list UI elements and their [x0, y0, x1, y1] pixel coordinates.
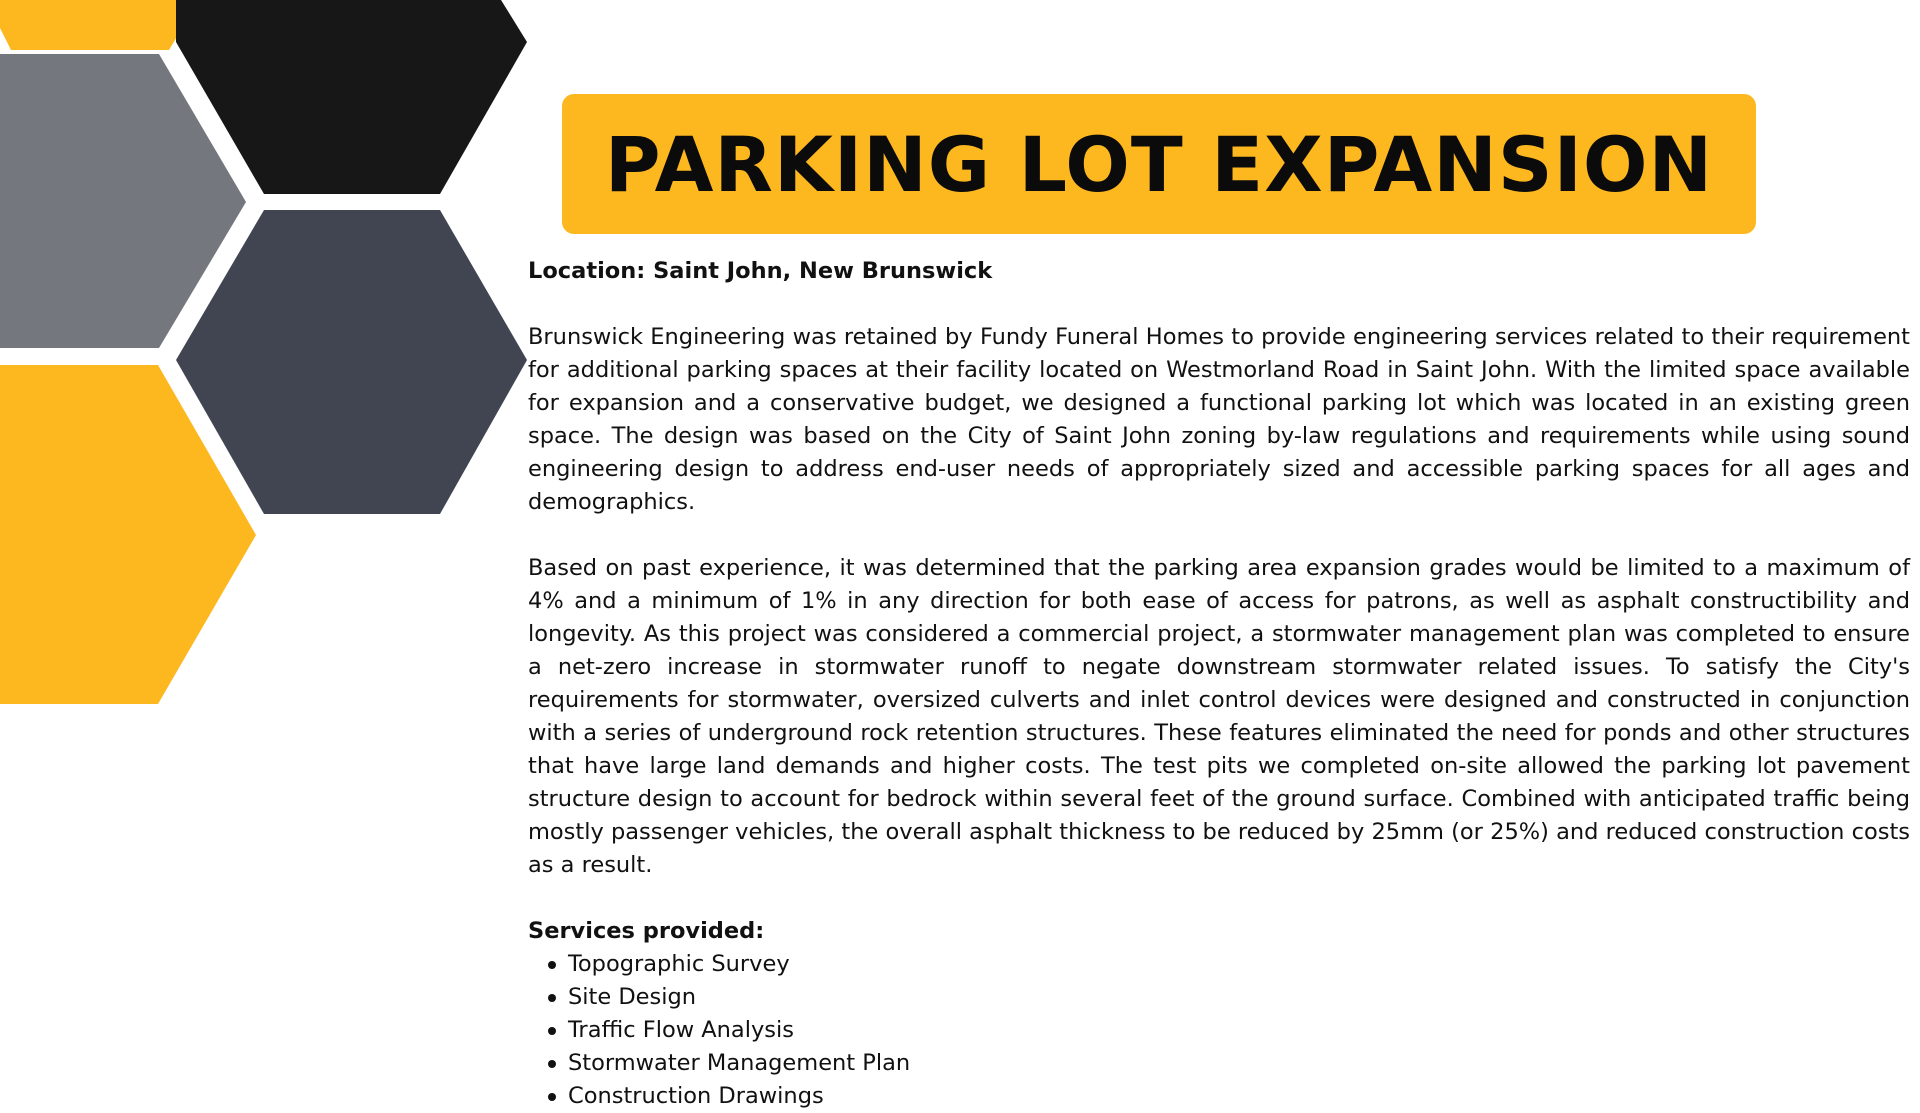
page-title: PARKING LOT EXPANSION — [604, 119, 1714, 209]
title-banner — [562, 94, 1756, 234]
services-list — [528, 948, 1910, 1113]
description-paragraph-2: Based on past experience, it was determined that the parking area expansion grades would be limited to a maximum of 4% and a minimum of 1% in any direction for both ease of access for patrons, as well as asphalt constructibility and longevity. As this project was considered a commercial project, a stormwater management plan was completed to ensure a net-zero increase in stormwater runoff to negate downstream stormwater related issues. To satisfy the City's requirements for stormwater, oversized culverts and inlet control devices were designed and constructed in conjunction with a series of underground rock retention structures. These features eliminated the need for ponds and other structures that have large land demands and higher costs. The test pits we completed on-site allowed the parking lot pavement structure design to account for bedrock within several feet of the ground surface. Combined with anticipated traffic being mostly passenger vehicles, the overall asphalt thickness to be reduced by 25mm (or 25%) and reduced construction costs as a result. — [528, 555, 1910, 878]
service-item-stormwater-management-plan: Stormwater Management Plan — [568, 1047, 1910, 1080]
description-paragraph-1: Brunswick Engineering was retained by Fundy Funeral Homes to provide engineering services related to their requirement for additional parking spaces at their facility located on Westmorland Road in Saint John. With the limited space available for expansion and a conservative budget, we designed a functional parking lot which was located in an existing green space. The design was based on the City of Saint John zoning by-law regulations and requirements while using sound engineering design to address end-user needs of appropriately sized and accessible parking spaces for all ages and demographics. — [528, 324, 1910, 515]
service-item-construction-drawings: Construction Drawings — [568, 1080, 1910, 1113]
service-item-site-design: Site Design — [568, 981, 1910, 1014]
service-item-traffic-flow-analysis: Traffic Flow Analysis — [568, 1014, 1910, 1047]
hexagon-black — [176, 0, 527, 194]
hexagon-slate — [176, 210, 527, 514]
service-item-topographic-survey: Topographic Survey — [568, 948, 1910, 981]
services-heading: Services provided: — [528, 918, 765, 944]
hexagon-yellow-top — [0, 0, 199, 50]
project-location: Location: Saint John, New Brunswick — [528, 258, 993, 284]
main-content — [528, 255, 1910, 1113]
decorative-hexagon-graphic — [0, 0, 540, 720]
